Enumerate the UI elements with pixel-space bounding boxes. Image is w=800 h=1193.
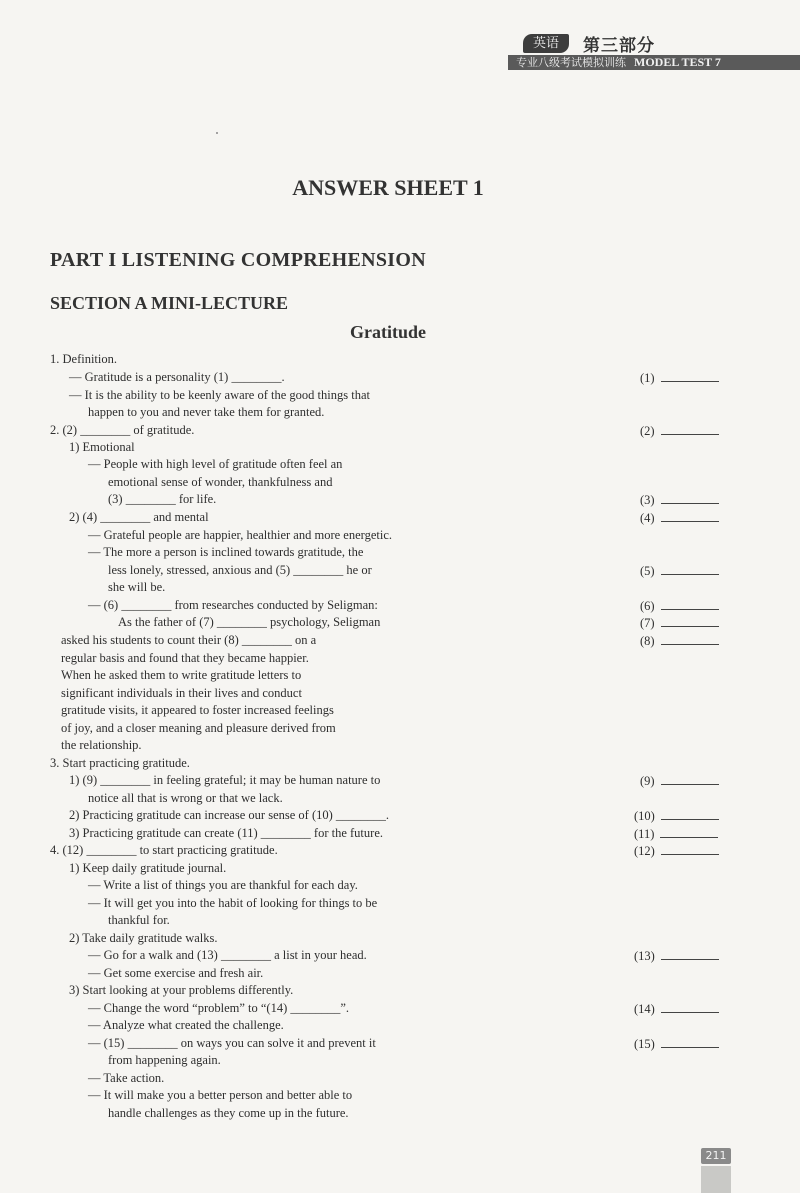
header-bar (508, 55, 800, 70)
answer-slot[interactable] (640, 633, 732, 649)
answer-slot[interactable] (640, 598, 732, 614)
answer-blank[interactable] (661, 773, 719, 785)
answer-slot[interactable] (640, 492, 732, 508)
outline-line: happen to you and never take them for granted. (88, 405, 325, 419)
outline-line: notice all that is wrong or that we lack. (88, 791, 283, 805)
answer-slot[interactable] (640, 563, 732, 579)
outline-line: asked his students to count their (8) ________ on a (61, 633, 317, 647)
outline-line: — Get some exercise and fresh air. (88, 966, 264, 980)
answer-blank[interactable] (661, 492, 719, 504)
outline-line: 1. Definition. (50, 352, 118, 366)
outline-line: from happening again. (108, 1053, 221, 1067)
outline-line: gratitude visits, it appeared to foster increased feelings (61, 703, 334, 717)
lecture-title: Gratitude (350, 322, 426, 342)
header-bar-en: MODEL TEST 7 (634, 55, 721, 69)
answer-slot[interactable] (634, 808, 726, 824)
outline-line: — Change the word “problem” to “(14) ________”. (88, 1001, 350, 1015)
outline-line: When he asked them to write gratitude letters to (61, 668, 302, 682)
outline-line: 3) Start looking at your problems differently. (69, 983, 294, 997)
outline-line: regular basis and found that they became happier. (61, 651, 309, 665)
outline-line: 3. Start practicing gratitude. (50, 756, 190, 770)
outline-line: — Write a list of things you are thankful for each day. (88, 878, 358, 892)
outline-line: (3) ________ for life. (108, 492, 217, 506)
answer-number: (9) (640, 774, 655, 788)
outline-line: — It will get you into the habit of looking for things to be (88, 896, 378, 910)
header-top (523, 33, 656, 56)
outline-line: — Grateful people are happier, healthier and more energetic. (88, 528, 392, 542)
section-heading: SECTION A MINI-LECTURE (50, 293, 289, 313)
answer-blank[interactable] (661, 633, 719, 645)
answer-blank[interactable] (661, 510, 719, 522)
answer-blank[interactable] (661, 948, 719, 960)
answer-number: (1) (640, 371, 655, 385)
outline-line: handle challenges as they come up in the future. (108, 1106, 349, 1120)
answer-slot[interactable] (640, 423, 732, 439)
outline-line: 2. (2) ________ of gratitude. (50, 423, 195, 437)
outline-line: — It will make you a better person and better able to (88, 1088, 353, 1102)
outline-line: — (15) ________ on ways you can solve it and prevent it (88, 1036, 376, 1050)
page-number: 211 (701, 1148, 731, 1164)
outline-line: 2) (4) ________ and mental (69, 510, 209, 524)
answer-number: (14) (634, 1002, 655, 1016)
outline-line: thankful for. (108, 913, 170, 927)
answer-number: (5) (640, 564, 655, 578)
outline-line: 3) Practicing gratitude can create (11) ________ for the future. (69, 826, 383, 840)
answer-blank[interactable] (661, 598, 719, 610)
answer-blank[interactable] (661, 808, 719, 820)
outline-line: she will be. (108, 580, 166, 594)
outline-line: less lonely, stressed, anxious and (5) ________ he or (108, 563, 372, 577)
answer-blank[interactable] (661, 423, 719, 435)
speck (216, 132, 218, 134)
outline-line: — Gratitude is a personality (1) ________. (69, 370, 285, 384)
answer-blank[interactable] (661, 1001, 719, 1013)
outline-line: 2) Practicing gratitude can increase our sense of (10) ________. (69, 808, 390, 822)
answer-slot[interactable] (634, 1001, 726, 1017)
answer-slot[interactable] (634, 826, 726, 842)
answer-number: (10) (634, 809, 655, 823)
outline-line: — Analyze what created the challenge. (88, 1018, 284, 1032)
answer-number: (15) (634, 1037, 655, 1051)
answer-number: (11) (634, 827, 655, 841)
answer-number: (3) (640, 493, 655, 507)
outline-line: emotional sense of wonder, thankfulness and (108, 475, 333, 489)
outline-line: 4. (12) ________ to start practicing gratitude. (50, 843, 278, 857)
answer-number: (12) (634, 844, 655, 858)
outline-line: the relationship. (61, 738, 142, 752)
answer-blank[interactable] (660, 826, 718, 838)
answer-slot[interactable] (634, 1036, 726, 1052)
header-bar-cn: 专业八级考试模拟训练 (516, 56, 626, 69)
page-title: ANSWER SHEET 1 (292, 175, 484, 200)
answer-slot[interactable] (640, 615, 732, 631)
outline-line: — The more a person is inclined towards gratitude, the (88, 545, 364, 559)
answer-number: (4) (640, 511, 655, 525)
answer-slot[interactable] (640, 773, 732, 789)
page-edge-tab (701, 1166, 731, 1193)
part-heading: PART I LISTENING COMPREHENSION (50, 249, 426, 271)
outline-line: As the father of (7) ________ psychology, Seligman (118, 615, 381, 629)
outline-line: 1) Keep daily gratitude journal. (69, 861, 227, 875)
answer-blank[interactable] (661, 370, 719, 382)
answer-blank[interactable] (661, 843, 719, 855)
outline-line: — It is the ability to be keenly aware of the good things that (69, 388, 370, 402)
answer-slot[interactable] (634, 843, 726, 859)
answer-slot[interactable] (640, 370, 732, 386)
answer-slot[interactable] (640, 510, 732, 526)
answer-blank[interactable] (661, 563, 719, 575)
outline-line: 1) Emotional (69, 440, 135, 454)
outline-line: — People with high level of gratitude often feel an (88, 457, 343, 471)
subject-badge: 英语 (523, 34, 569, 53)
outline-line: 2) Take daily gratitude walks. (69, 931, 218, 945)
answer-slot[interactable] (634, 948, 726, 964)
outline-line: — Take action. (88, 1071, 165, 1085)
outline-line: significant individuals in their lives and conduct (61, 686, 302, 700)
answer-number: (2) (640, 424, 655, 438)
answer-number: (8) (640, 634, 655, 648)
outline-line: — Go for a walk and (13) ________ a list in your head. (88, 948, 367, 962)
outline-line: — (6) ________ from researches conducted by Seligman: (88, 598, 378, 612)
answer-number: (13) (634, 949, 655, 963)
answer-blank[interactable] (661, 1036, 719, 1048)
answer-number: (7) (640, 616, 655, 630)
answer-number: (6) (640, 599, 655, 613)
part-label: 第三部分 (583, 35, 656, 56)
outline-line: of joy, and a closer meaning and pleasure derived from (61, 721, 336, 735)
answer-blank[interactable] (661, 615, 719, 627)
outline-line: 1) (9) ________ in feeling grateful; it may be human nature to (69, 773, 381, 787)
